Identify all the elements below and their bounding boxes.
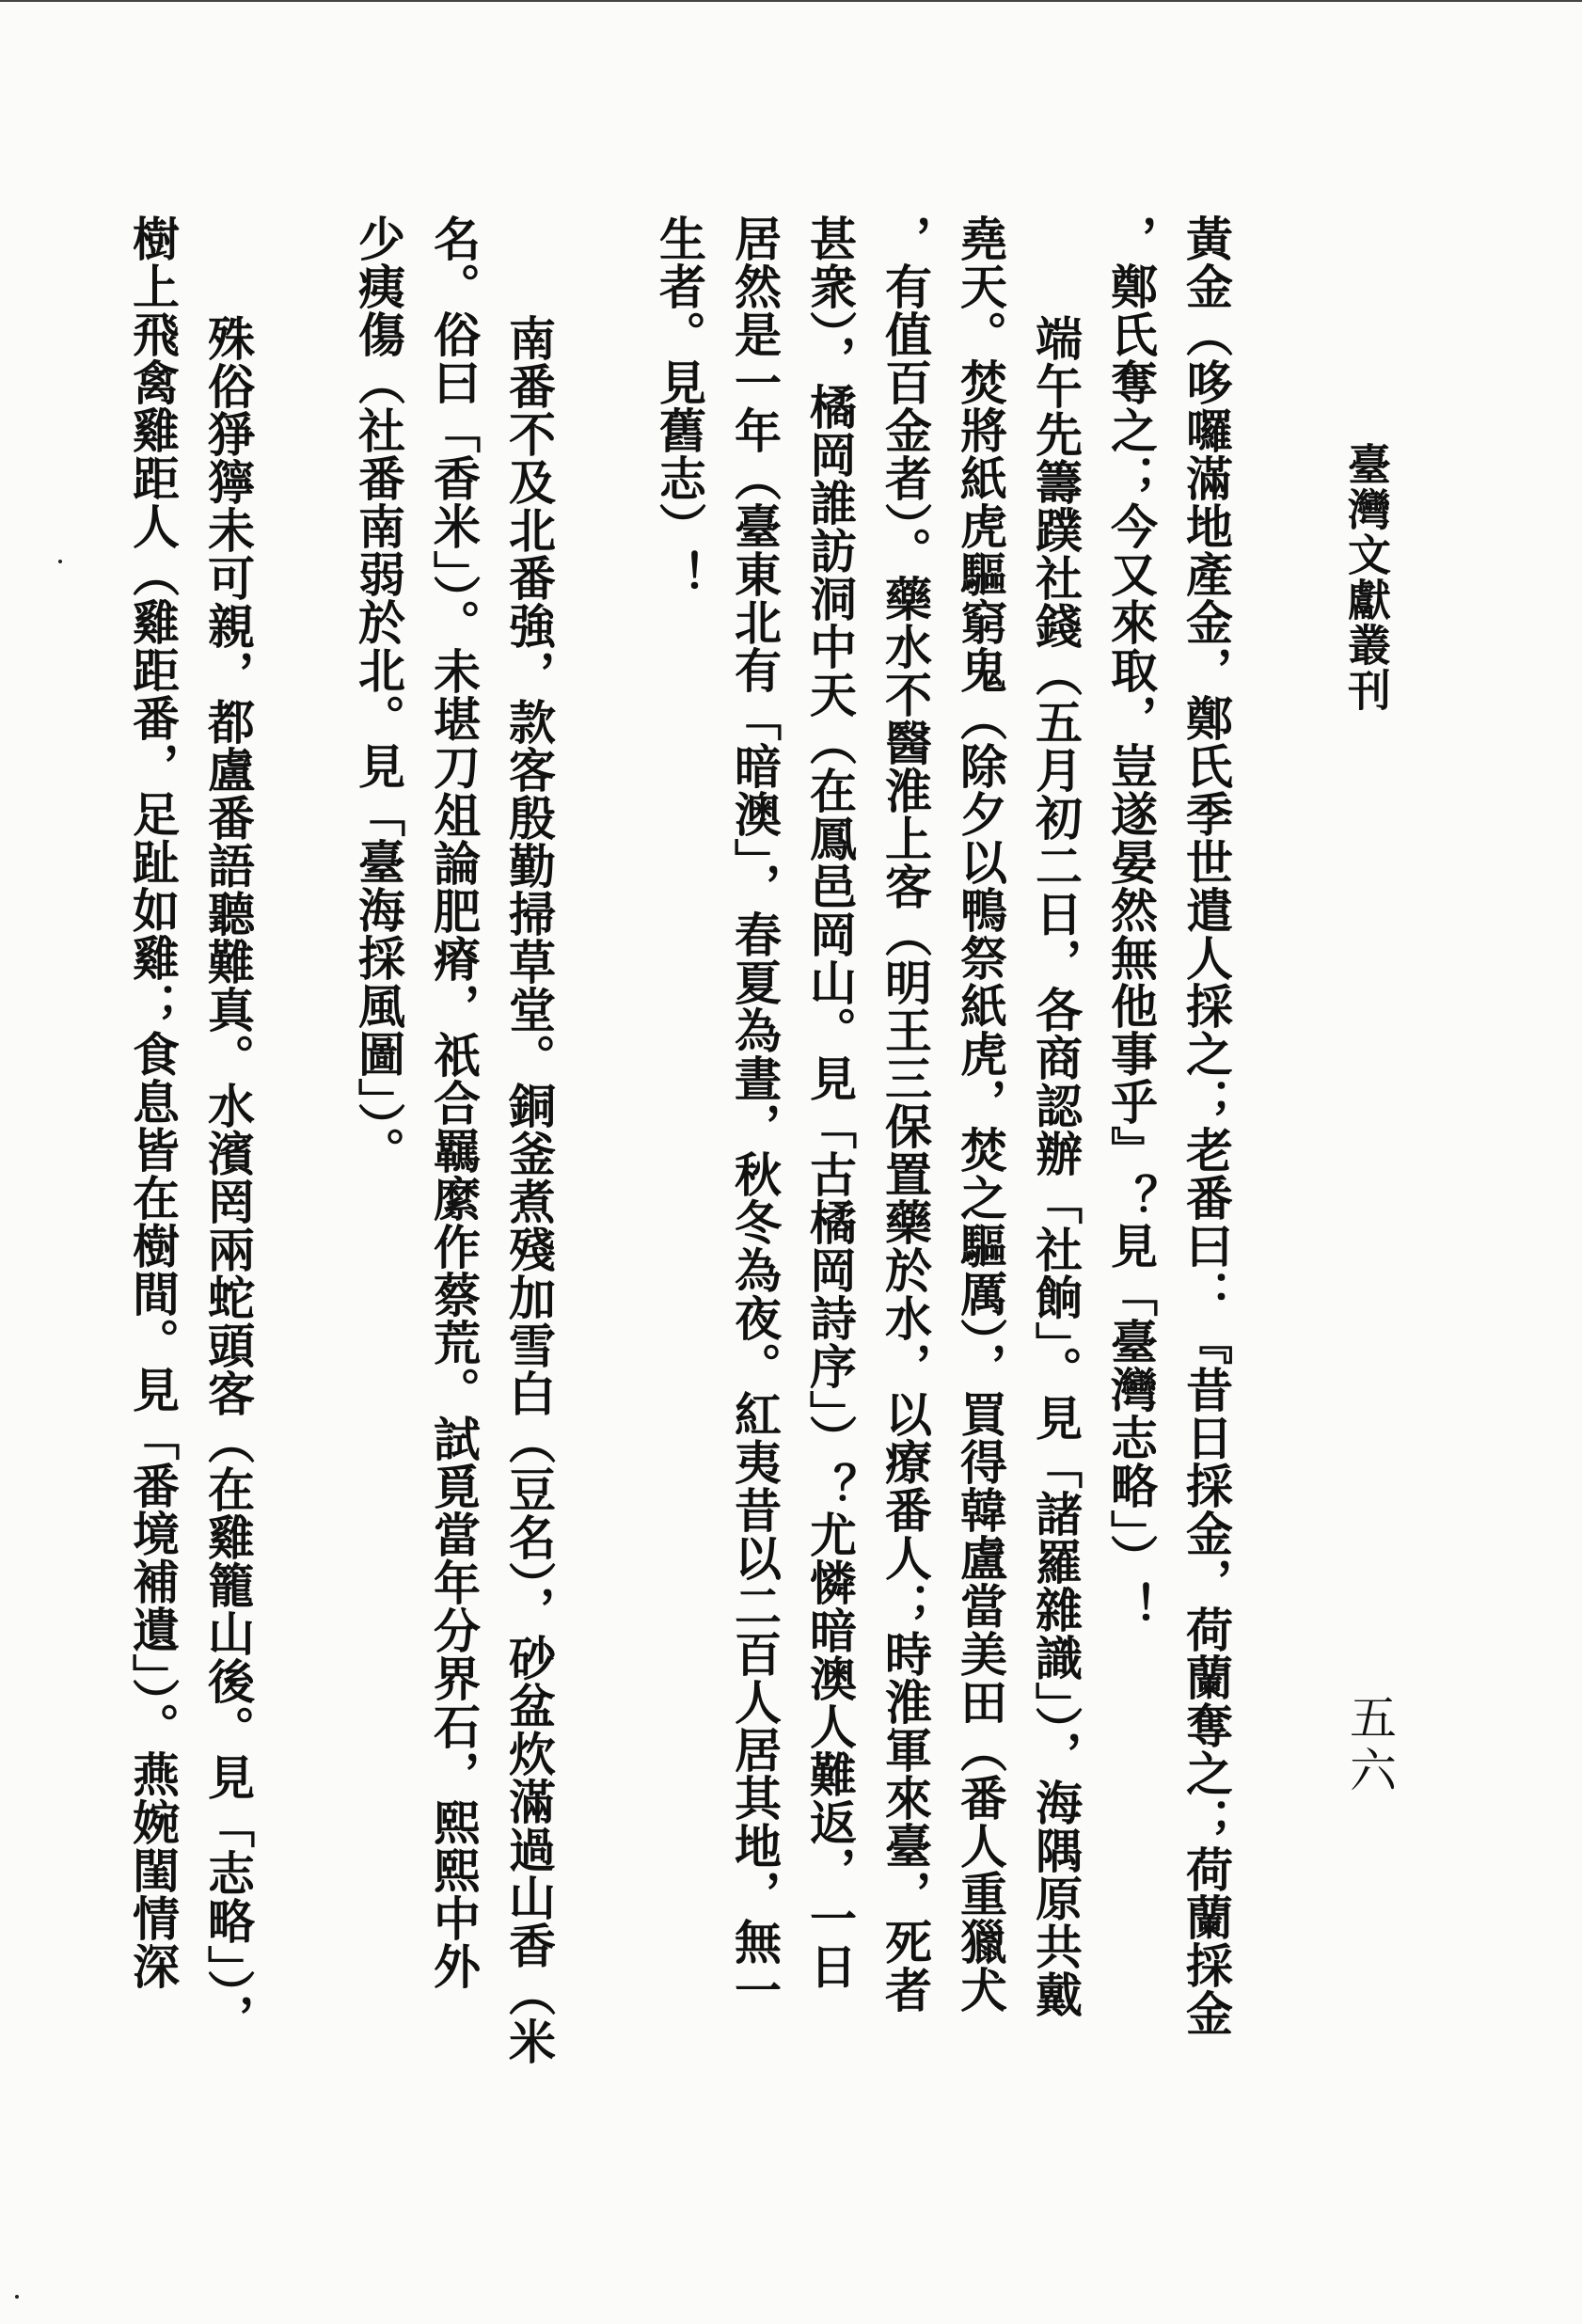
text-column-7: 居然是一年（臺東北有「暗澳」，春夏為晝，秋冬為夜。紅夷昔以二百人居其地，無一	[727, 214, 783, 2014]
text-column-6: 甚衆），橘岡誰訪洞中天（在鳳邑岡山。見「古橘岡詩序」）？尤憐暗澳人難返，一日	[802, 214, 858, 1990]
scan-speck	[58, 560, 62, 563]
scan-speck	[15, 2295, 19, 2299]
text-column-1: 黃金（哆囉滿地產金，鄭氏季世遣人採之；老番曰：『昔日採金，荷蘭奪之；荷蘭採金	[1179, 214, 1234, 2037]
text-column-2: ，鄭氏奪之；今又來取，豈遂晏然無他事乎』？見「臺灣志略」）！	[1103, 214, 1159, 1630]
text-column-12: 殊俗猙獰未可親，都盧番語聽難真。水濱罔兩蛇頭客（在雞籠山後。見「志略」），	[200, 314, 256, 2042]
running-header-title: 臺灣文獻叢刊	[1341, 442, 1392, 713]
text-column-5: ，有值百金者）。藥水不醫淮上客（明王三保置藥於水，以療番人；時淮軍來臺，死者	[878, 214, 933, 2014]
text-column-4: 堯天。焚將紙虎驅窮鬼（除夕以鴨祭紙虎，焚之驅厲），買得韓盧當美田（番人重獵犬	[953, 214, 1008, 2014]
text-column-8: 生者。見舊志）！	[652, 214, 707, 598]
top-border-rule	[0, 0, 1582, 2]
text-column-10: 名。俗曰「香米」）。未堪刀俎論肥瘠，祇合羈縻作蔡荒。試覓當年分界石，熙熙中外	[426, 214, 482, 1990]
text-column-9: 南番不及北番強，款客殷勤掃草堂。銅釜煮殘加雪白（豆名），砂盆炊滿過山香（米	[501, 314, 557, 2065]
text-column-11: 少痍傷（社番南弱於北。見「臺海採風圖」）。	[351, 214, 406, 1175]
page-number: 五六	[1342, 1693, 1397, 1798]
text-column-3: 端午先籌蹼社錢（五月初二日，各商認辦「社餉」。見「諸羅雜識」），海隅原共戴	[1028, 314, 1084, 2018]
text-column-13: 樹上飛禽雞距人（雞距番，足趾如雞；食息皆在樹間。見「番境補遺」）。燕婉閨情深	[125, 214, 181, 1990]
